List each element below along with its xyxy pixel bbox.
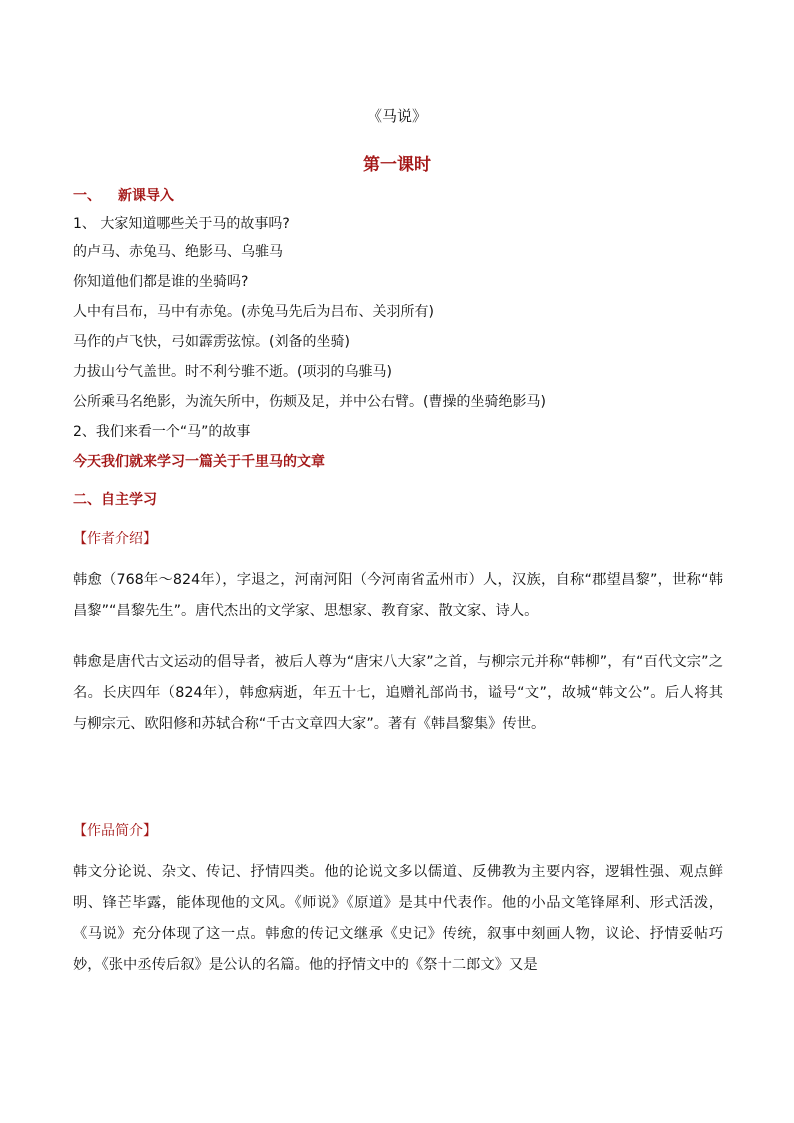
document-title: 《马说》 (366, 107, 427, 125)
works-intro-label: 【作品简介】 (73, 823, 157, 839)
author-paragraph: 韩愈（768年～824年），字退之，河南河阳（今河南省孟州市）人，汉族，自称“郡望昌黎”，世称“韩昌黎”“昌黎先生”。唐代杰出的文学家、思想家、教育家、散文家、诗人。 (73, 572, 723, 619)
section-number: 一、 (73, 188, 101, 204)
intro-line: 你知道他们都是谁的坐骑吗? (73, 274, 249, 290)
intro-line: 2、我们来看一个“马”的故事 (73, 424, 251, 440)
section-heading-self-study: 二、自主学习 (73, 492, 157, 508)
intro-line: 马作的卢飞快，弓如霹雳弦惊。(刘备的坐骑) (73, 334, 350, 350)
highlight-line: 今天我们就来学习一篇关于千里马的文章 (73, 454, 325, 470)
intro-line: 力拔山兮气盖世。时不利兮骓不逝。(项羽的乌骓马) (73, 364, 392, 380)
author-paragraph: 韩愈是唐代古文运动的倡导者，被后人尊为“唐宋八大家”之首，与柳宗元并称“韩柳”，有“百代文宗”之名。长庆四年（824年），韩愈病逝，年五十七，追赠礼部尚书，谥号“文”，故城“韩文公”。后人将其与柳宗元、欧阳修和苏轼合称“千古文章四大家”。著有《韩昌黎集》传世。 (73, 654, 723, 732)
intro-line: 人中有吕布，马中有赤兔。(赤兔马先后为吕布、关羽所有) (73, 304, 434, 320)
intro-line: 公所乘马名绝影，为流矢所中，伤颊及足，并中公右臂。(曹操的坐骑绝影马) (73, 394, 546, 410)
author-intro-label: 【作者介绍】 (73, 531, 157, 547)
intro-line: 的卢马、赤兔马、绝影马、乌骓马 (73, 244, 283, 260)
section-heading-intro (73, 185, 174, 205)
works-paragraph: 韩文分论说、杂文、传记、抒情四类。他的论说文多以儒道、反佛教为主要内容，逻辑性强、观点鲜明、锋芒毕露，能体现他的文风。《师说》《原道》是其中代表作。他的小品文笔锋犀利、形式活泼，《马说》充分体现了这一点。韩愈的传记文继承《史记》传统，叙事中刻画人物，议论、抒情妥帖巧妙，《张中丞传后叙》是公认的名篇。他的抒情文中的《祭十二郎文》又是 (73, 864, 723, 973)
intro-line: 1、 大家知道哪些关于马的故事吗? (73, 216, 290, 232)
lesson-title: 第一课时 (363, 155, 431, 175)
section-title: 新课导入 (118, 188, 174, 204)
